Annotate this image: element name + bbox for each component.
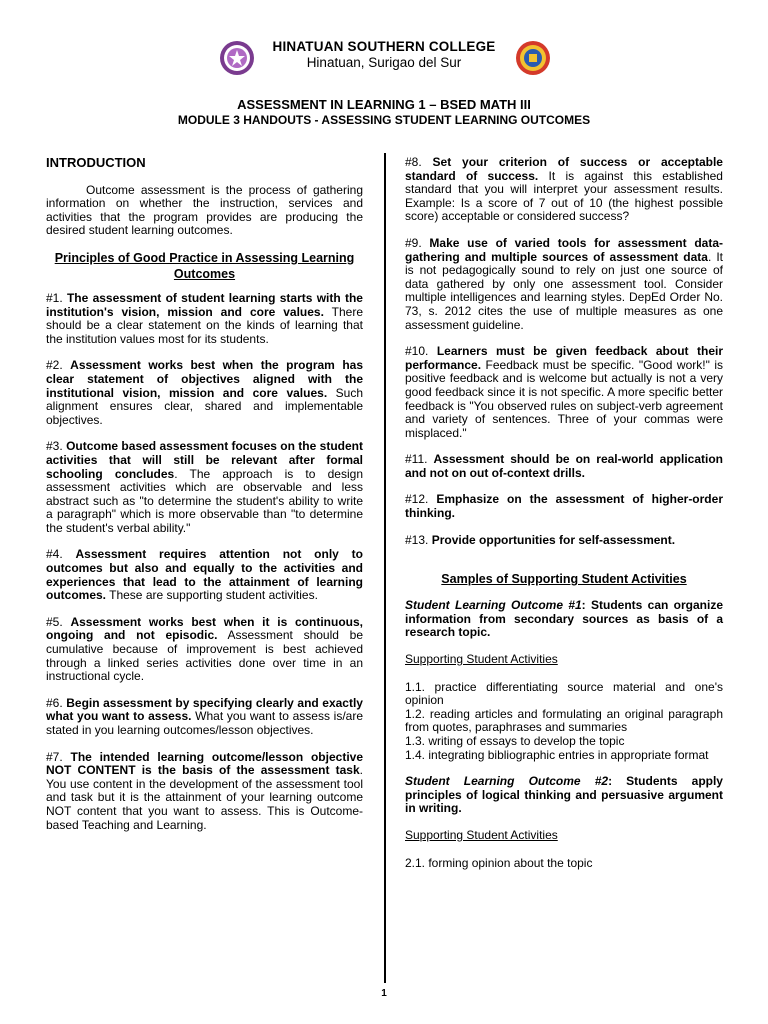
supporting-activities-label-2: Supporting Student Activities <box>405 827 558 842</box>
principle-2: #2. Assessment works best when the program has clear statement of objectives aligned with the institutional vision, mission and core values. Such alignment ensures clear, shared and implementable objectives. <box>46 358 363 427</box>
page-number: 1 <box>381 988 387 999</box>
samples-heading: Samples of Supporting Student Activities <box>441 572 687 587</box>
list-item: 1.2. reading articles and formulating an original paragraph from quotes, paraphrases and summaries <box>405 706 723 735</box>
principle-10: #10. Learners must be given feedback about their performance. Feedback must be specific. "Good work!" is positive feedback and is welcome but actually is not a very good feedback since it is not specific. A more specific better feedback is "You observed rules on subject-verb agreement and variety of sentences. Three of your commas were misplaced." <box>405 344 723 440</box>
introduction-text: Outcome assessment is the process of gathering information on whether the instruction, services and activities that the program provides are producing the desired student learning outcomes. <box>46 182 363 238</box>
principles-heading: Principles of Good Practice in Assessing Learning Outcomes <box>54 250 355 281</box>
principle-8: #8. Set your criterion of success or acceptable standard of success. It is against this established standard that you will interpret your assessment results. Example: Is a score of 7 out of 10 (the highest possible score) acceptable or considered success? <box>405 155 723 224</box>
principle-5: #5. Assessment works best when it is continuous, ongoing and not episodic. Assessment should be cumulative because of improvement is best achieved through a linked series activities done over time in an instructional cycle. <box>46 614 363 684</box>
left-column <box>46 156 363 832</box>
principle-9: #9. Make use of varied tools for assessment data-gathering and multiple sources of assessment data. It is not pedagogically sound to rely on just one source of data gathered by only one assessment tool. Consider multiple intelligences and learning styles. DepEd Order No. 73, s. 2012 cites the use of multiple measures as one assessment guideline. <box>405 235 723 332</box>
supporting-activities-label-1: Supporting Student Activities <box>405 652 558 667</box>
principle-4: #4. Assessment requires attention not only to outcomes but also and equally to the activities and experiences that lead to the attainment of learning outcomes. These are supporting student activities. <box>46 547 363 603</box>
list-item: 2.1. forming opinion about the topic <box>405 855 593 870</box>
column-divider <box>384 153 386 983</box>
principle-13: #13. Provide opportunities for self-assessment. <box>405 532 676 547</box>
learning-outcome-2: Student Learning Outcome #2: Students apply principles of logical thinking and persuasive argument in writing. <box>405 774 723 816</box>
activities-list-1 <box>405 681 723 763</box>
college-name: HINATUAN SOUTHERN COLLEGE <box>272 39 496 54</box>
document-title: ASSESSMENT IN LEARNING 1 – BSED MATH III <box>237 97 531 112</box>
principle-7: #7. The intended learning outcome/lesson objective NOT CONTENT is the basis of the assessment task. You use content in the development of the assessment tool and task but it is the attainment of your learning outcome NOT content that you want to assess. This is Outcome-based Teaching and Learning. <box>46 749 364 832</box>
activities-list-2 <box>405 857 723 871</box>
document-subtitle: MODULE 3 HANDOUTS - ASSESSING STUDENT LEARNING OUTCOMES <box>177 113 591 127</box>
college-location: Hinatuan, Surigao del Sur <box>306 55 462 70</box>
learning-outcome-1: Student Learning Outcome #1: Students can organize information from secondary sources as basis of a research topic. <box>405 598 723 640</box>
right-column <box>405 156 723 870</box>
principle-12: #12. Emphasize on the assessment of higher-order thinking. <box>405 492 723 521</box>
principle-1: #1. The assessment of student learning starts with the institution's vision, mission and core values. There should be a clear statement on the kinds of learning that the institution values most for its students. <box>46 290 363 346</box>
principle-3: #3. Outcome based assessment focuses on the student activities that will still be relevant after formal schooling concludes. The approach is to design assessment activities which are observable and less abstract such as "to determine the student's ability to write a paragraph" which is more observable than "to determine the student's verbal ability." <box>46 439 363 535</box>
introduction-heading: INTRODUCTION <box>46 155 146 170</box>
principle-11: #11. Assessment should be on real-world application and not on out of-context drills. <box>405 452 723 480</box>
list-item: 1.1. practice differentiating source material and one's opinion <box>405 679 723 708</box>
list-item: 1.4. integrating bibliographic entries in appropriate format <box>405 747 709 762</box>
principle-6: #6. Begin assessment by specifying clearly and exactly what you want to assess. What you want to assess is/are stated in you learning outcomes/lesson objectives. <box>46 695 364 737</box>
list-item: 1.3. writing of essays to develop the topic <box>405 734 625 748</box>
